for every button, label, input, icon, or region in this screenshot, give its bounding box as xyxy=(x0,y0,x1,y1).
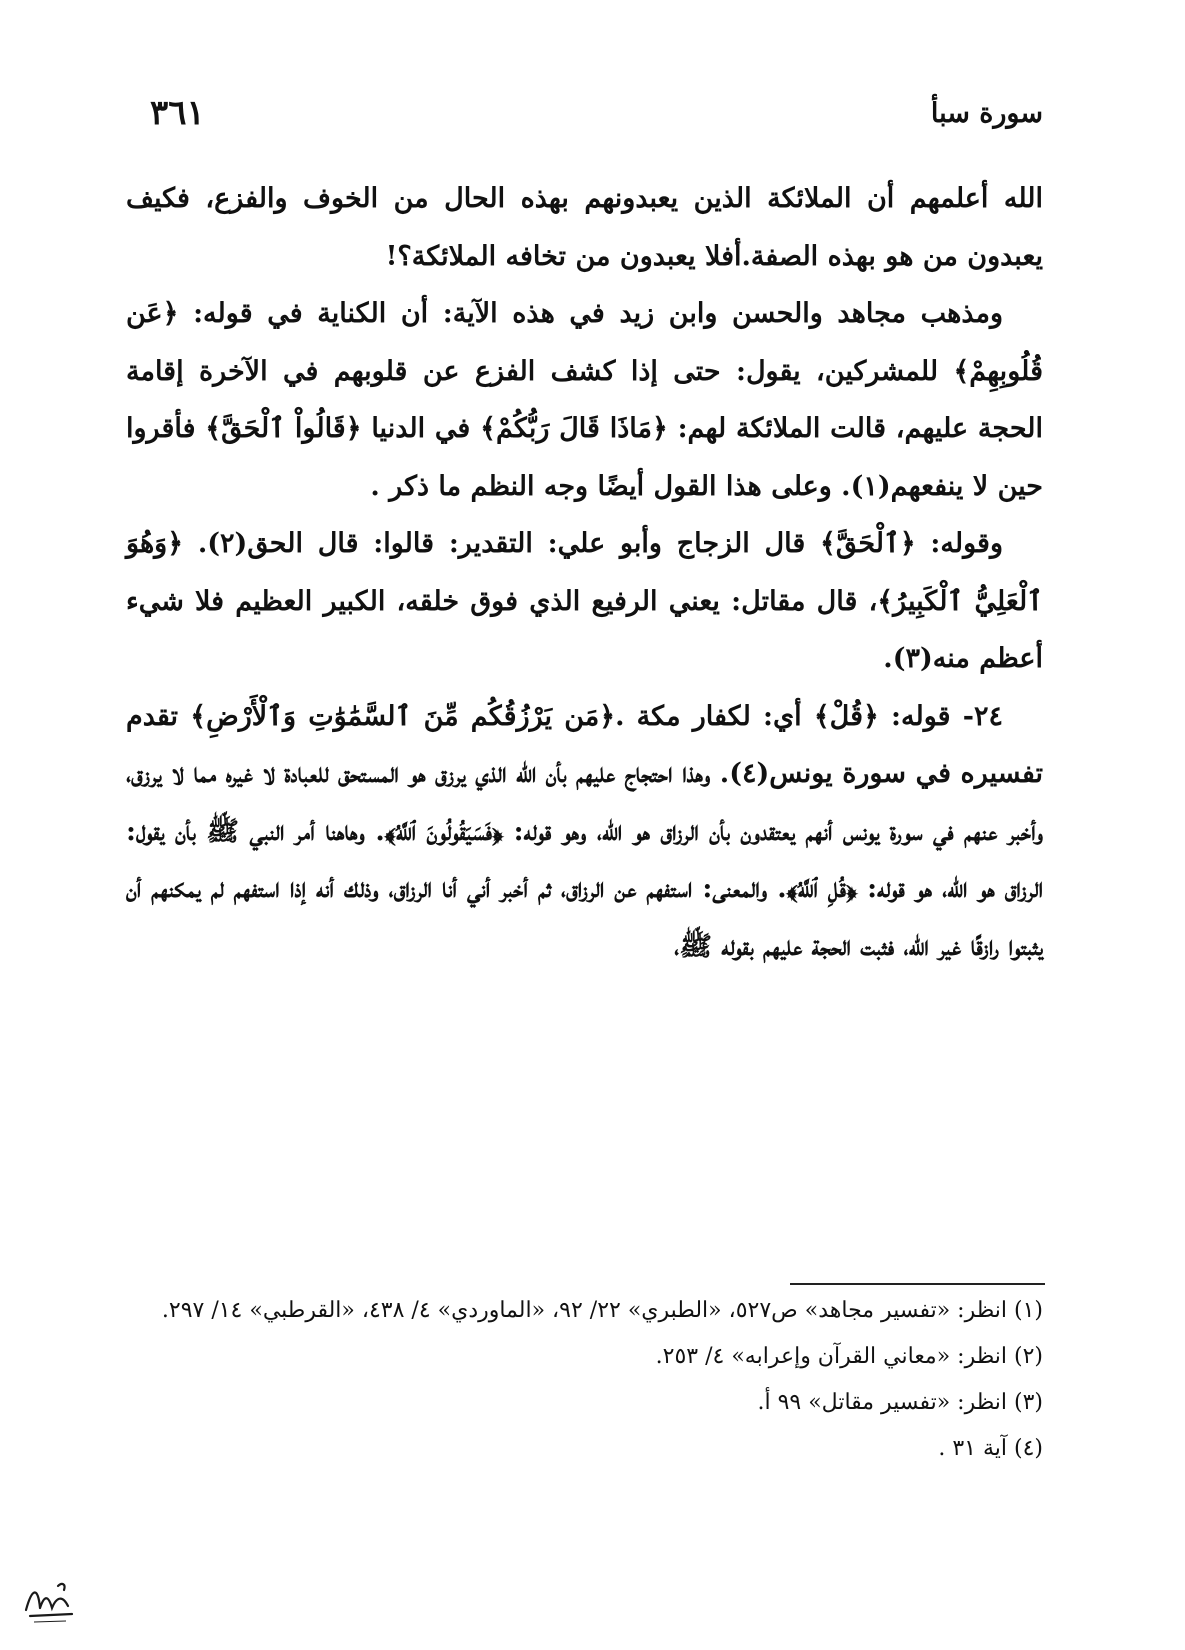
paragraph: ومذهب مجاهد والحسن وابن زيد في هذه الآية: أن الكناية في قوله: ﴿عَن قُلُوبِهِمْ﴾ للمشركين، يقول: حتى إذا كشف الفزع عن قلوبهم في الآخرة إقامة الحجة عليهم، قالت الملائكة لهم: ﴿مَاذَا قَالَ رَبُّكُمْ﴾ في الدنيا ﴿قَالُواْ ٱلْحَقَّ﴾ فأقروا حين لا ينفعهم(١). وعلى هذا القول أيضًا وجه النظم ما ذكر . xyxy=(126,298,1043,502)
footnote-divider xyxy=(790,1283,1045,1285)
library-stamp-logo xyxy=(18,1568,80,1630)
footnote: (٢) انظر: «معاني القرآن وإعرابه» ٤/ ٢٥٣. xyxy=(655,1344,1043,1369)
paragraph: وقوله: ﴿ٱلْحَقَّ﴾ قال الزجاج وأبو علي: التقدير: قالوا: قال الحق(٢). ﴿وَهُوَ ٱلْعَلِيُّ ٱلْكَبِيرُ﴾، قال مقاتل: يعني الرفيع الذي فوق خلقه، الكبير العظيم فلا شيء أعظم منه(٣). xyxy=(126,528,1043,674)
surah-title: سورة سبأ xyxy=(930,97,1043,129)
paragraph: الله أعلمهم أن الملائكة الذين يعبدونهم بهذه الحال من الخوف والفزع، فكيف يعبدون من هو بهذه الصفة.أفلا يعبدون من تخافه الملائكة؟! xyxy=(126,183,1043,272)
footnote: (٤) آية ٣١ . xyxy=(938,1436,1043,1461)
page-header xyxy=(150,88,1043,138)
footnotes xyxy=(126,1290,1043,1474)
footnote: (١) انظر: «تفسير مجاهد» ص٥٢٧، «الطبري» ٢٢/ ٩٢، «الماوردي» ٤/ ٤٣٨، «القرطبي» ١٤/ ٢٩٧. xyxy=(161,1298,1043,1323)
paragraph: ٢٤- قوله: ﴿قُلْ﴾ أي: لكفار مكة .﴿مَن يَرْزُقُكُم مِّنَ ٱلسَّمَٰوَٰتِ وَٱلْأَرْضِ﴾ تقدم تفسيره في سورة يونس(٤). وهذا احتجاج عليهم بأن الله الذي يرزق هو المستحق للعبادة لا غيره مما لا يرزق، وأخبر عنهم في سورة يونس أنهم يعتقدون بأن الرزاق هو الله، وهو قوله: ﴿فَسَيَقُولُونَ ٱللَّهُ﴾. وهاهنا أمر النبي ﷺ بأن يقول: الرزاق هو الله، هو قوله: ﴿قُلِ ٱللَّهُ﴾. والمعنى: استفهم عن الرزاق، ثم أخبر أني أنا الرزاق، وذلك أنه إذا استفهم لم يمكنهم أن يثبتوا رازقًا غير الله، فثبت الحجة عليهم بقوله ﷺ، xyxy=(126,700,1044,962)
page-number: ٣٦١ xyxy=(150,93,205,133)
main-text xyxy=(126,170,1043,975)
footnote: (٣) انظر: «تفسير مقاتل» ٩٩ أ. xyxy=(757,1390,1043,1415)
